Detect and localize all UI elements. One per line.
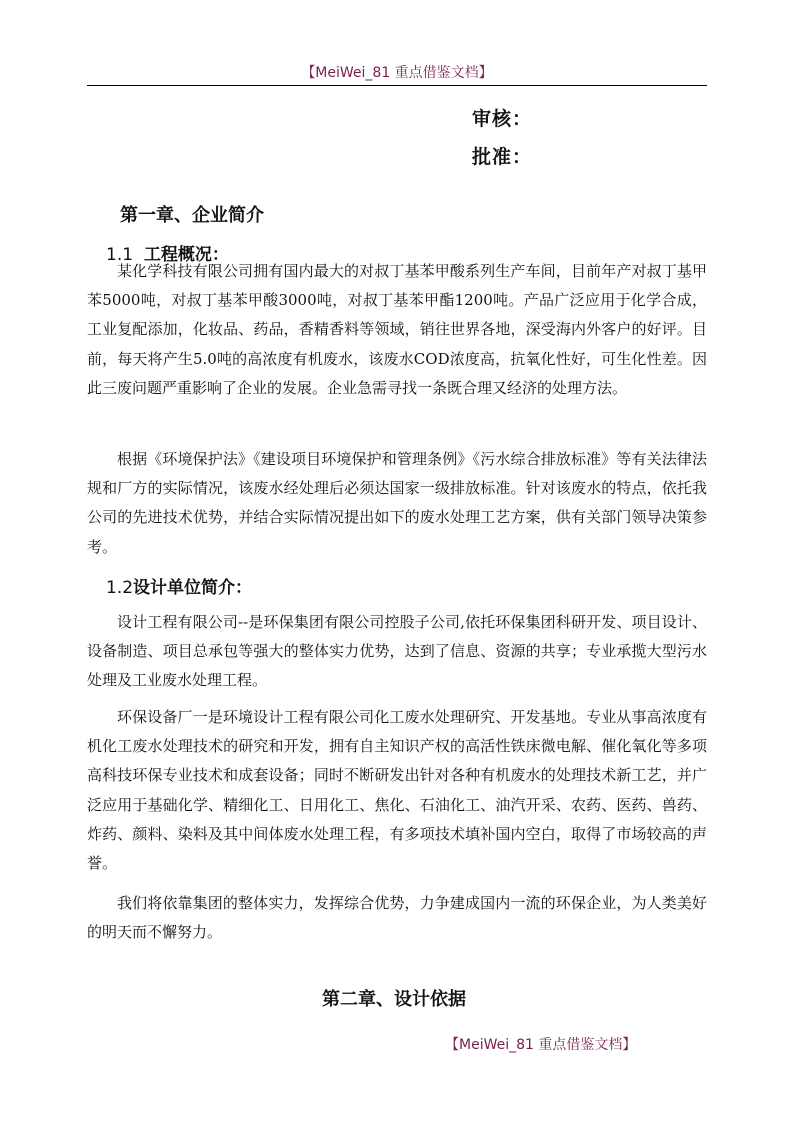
section-1-2-title: 设计单位简介： <box>133 578 253 598</box>
page-header: 【MeiWei_81 重点借鉴文档】 <box>301 65 493 81</box>
paragraph-project-overview: 某化学科技有限公司拥有国内最大的对叔丁基苯甲酸系列生产车间，目前年产对叔丁基甲苯5000吨，对叔丁基苯甲酸3000吨，对叔丁基苯甲酯1200吨。产品广泛应用于化学合成，工业复配添加，化妆品、药品，香精香料等领域，销往世界各地，深受海内外客户的好评。目前，每天将产生5.0吨的高浓度有机废水，该废水COD浓度高，抗氧化性好，可生化性差。因此三废问题严重影响了企业的发展。企业急需寻找一条既合理又经济的处理方法。 <box>87 262 707 397</box>
header-divider <box>87 85 707 86</box>
section-1-2-heading <box>106 573 252 598</box>
paragraph-mission: 我们将依靠集团的整体实力，发挥综合优势，力争建成国内一流的环保企业，为人类美好的明天而不懈努力。 <box>87 894 707 942</box>
section-1-2-number: 1.2 <box>106 578 134 598</box>
paragraph-equipment-factory: 环保设备厂一是环境设计工程有限公司化工废水处理研究、开发基地。专业从事高浓度有机化工废水处理技术的研究和开发，拥有自主知识产权的高活性铁床微电解、催化氧化等多项高科技环保专业技术和成套设备；同时不断研发出针对各种有机废水的处理技术新工艺，并广泛应用于基础化学、精细化工、日用化工、焦化、石油化工、油汽开采、农药、医药、兽药、炸药、颜料、染料及其中间体废水处理工程，有多项技术填补国内空白，取得了市场较高的声誉。 <box>87 708 707 873</box>
section-1-1-title: 工程概况： <box>143 245 229 265</box>
page-footer: 【MeiWei_81 重点借鉴文档】 <box>445 1037 637 1053</box>
chapter2-title: 第二章、设计依据 <box>322 989 466 1010</box>
paragraph-design-company: 设计工程有限公司--是环保集团有限公司控股子公司,依托环保集团科研开发、项目设计、设备制造、项目总承包等强大的整体实力优势，达到了信息、资源的共享；专业承揽大型污水处理及工业废水处理工程。 <box>87 613 707 690</box>
approve-label: 批准： <box>472 146 533 168</box>
paragraph-discharge-standard: 根据《环境保护法》《建设项目环境保护和管理条例》《污水综合排放标准》等有关法律法规和厂方的实际情况，该废水经处理后必须达国家一级排放标准。针对该废水的特点，依托我公司的先进技术优势，并结合实际情况提出如下的废水处理工艺方案，供有关部门领导决策参考。 <box>87 450 707 556</box>
section-1-1-number: 1.1 <box>106 245 134 265</box>
review-label: 审核： <box>472 108 533 130</box>
chapter1-title: 第一章、企业简介 <box>120 205 264 226</box>
